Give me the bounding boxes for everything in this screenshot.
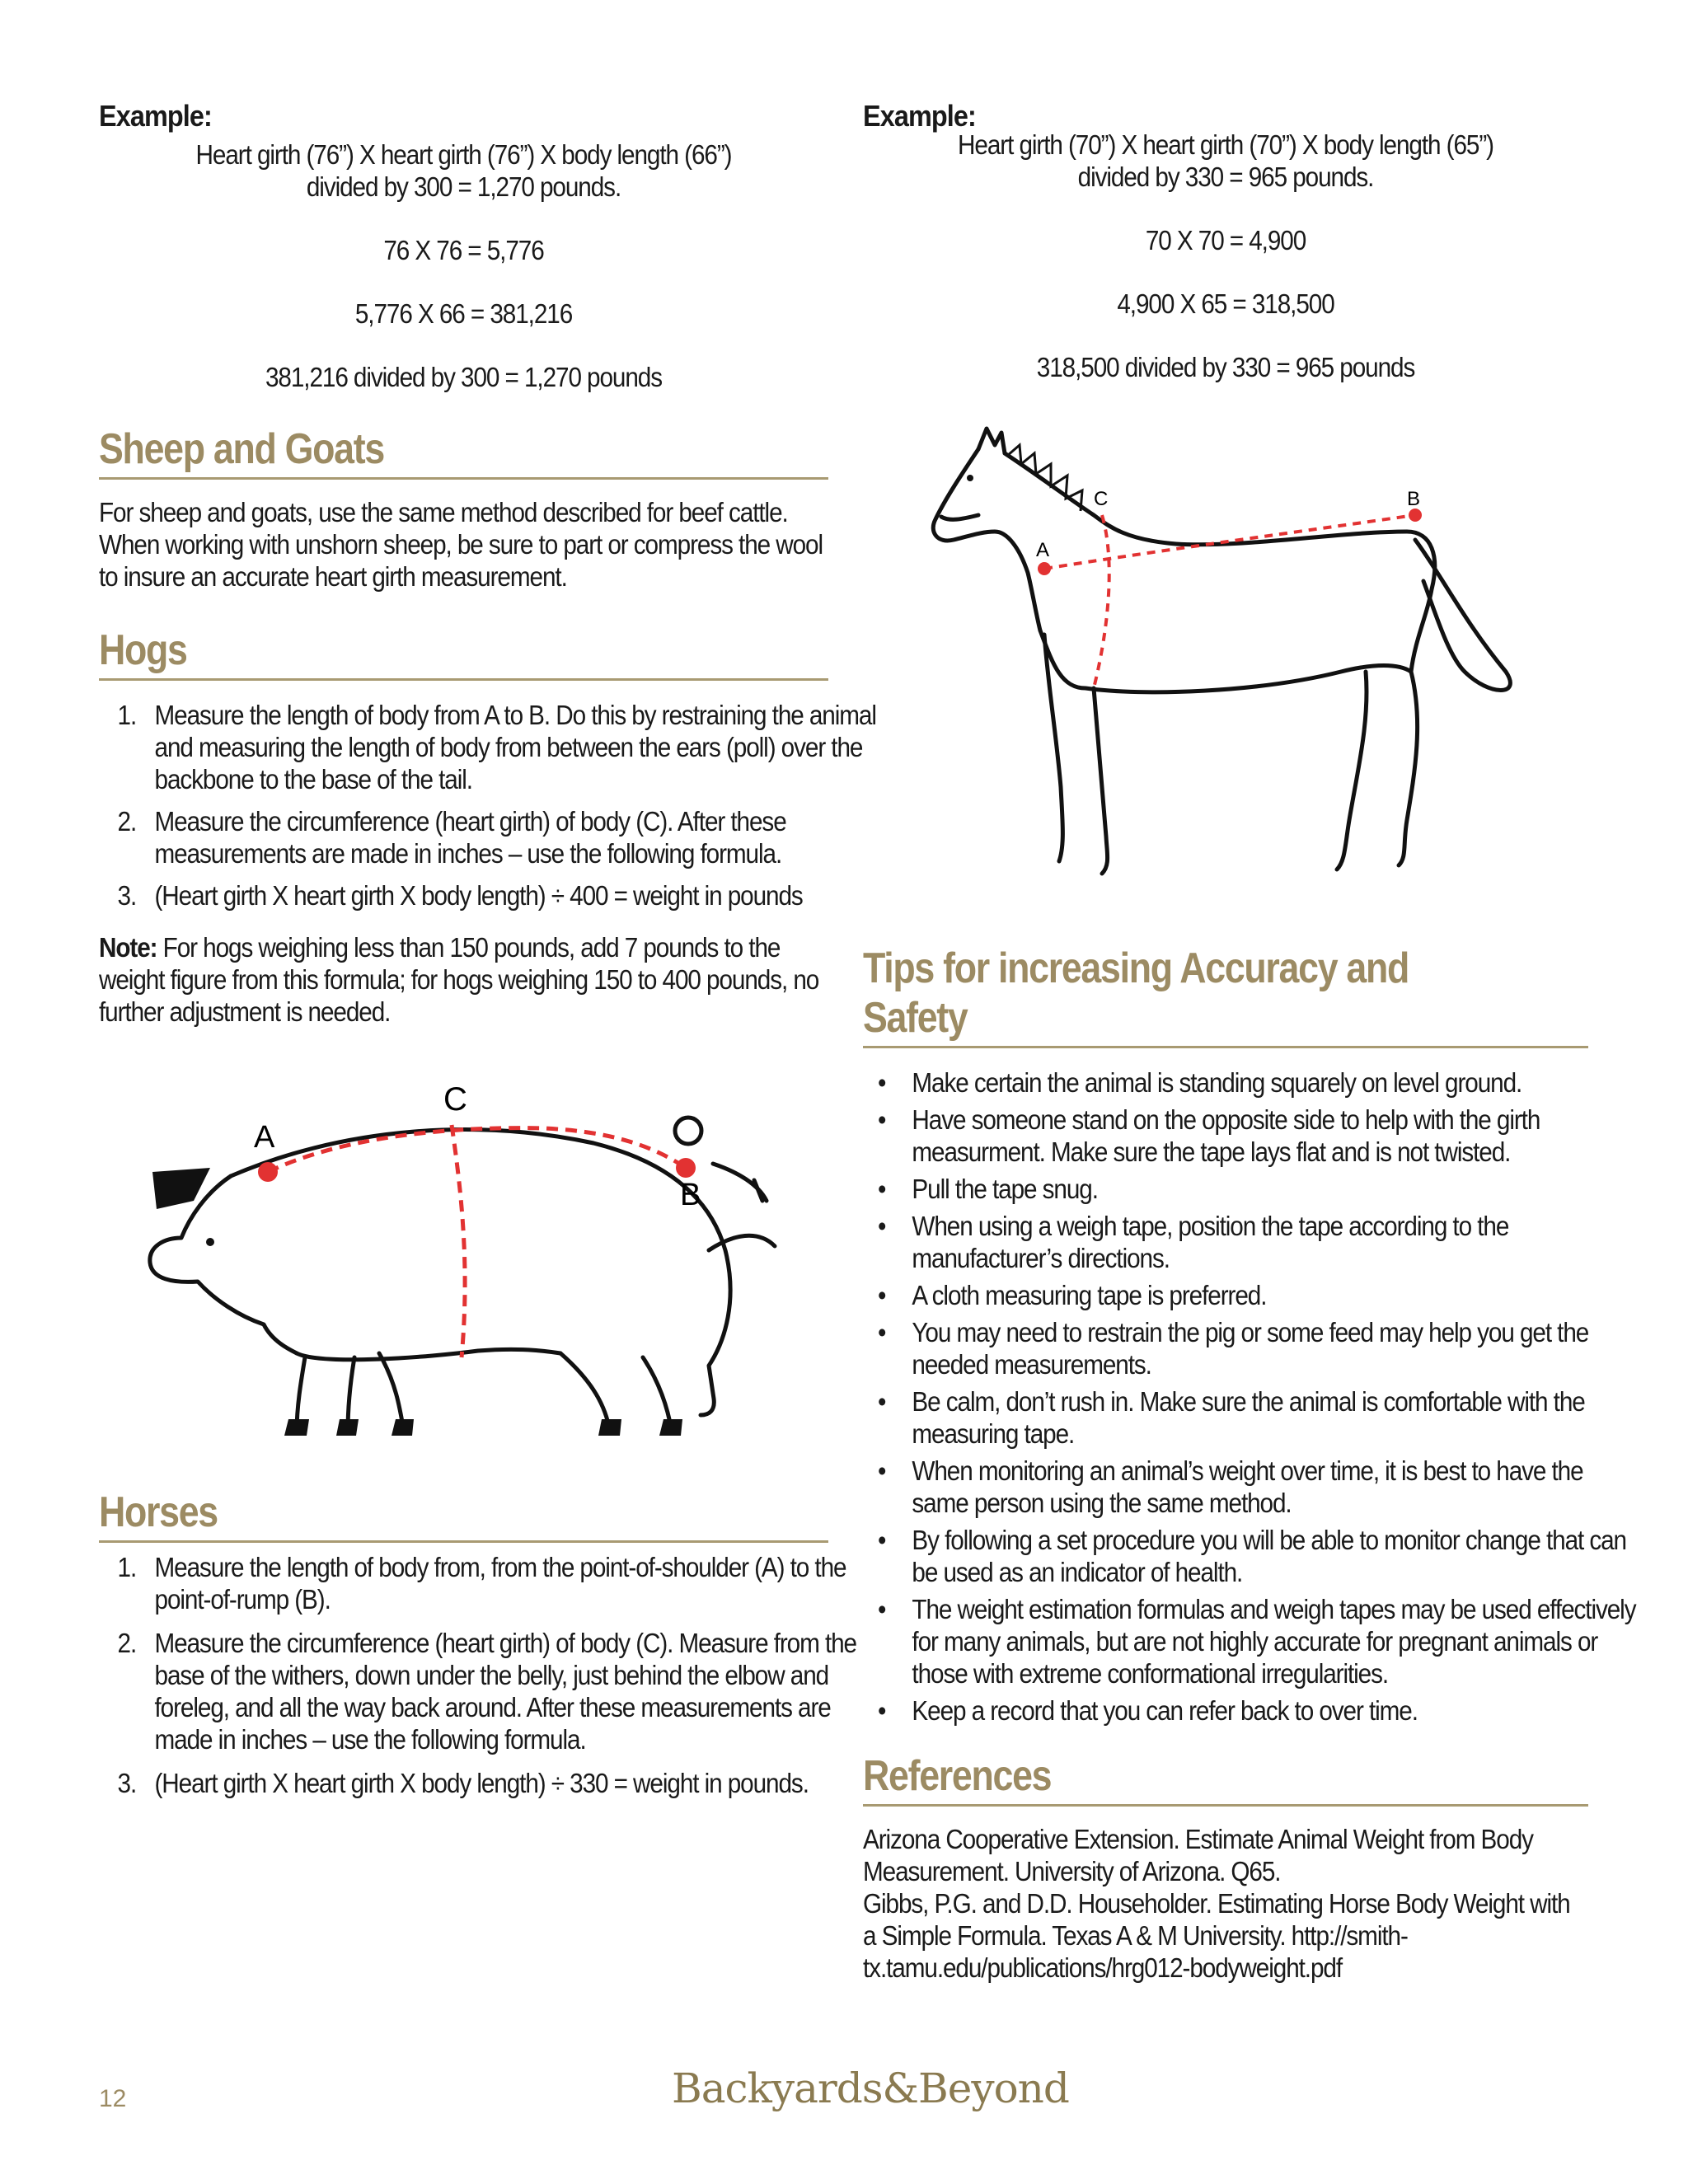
calc-line: 5,776 X 66 = 381,216 [354,298,573,329]
hogs-note: Note: For hogs weighing less than 150 pounds, add 7 pounds to the weight figure from this formula; for hogs weighing 150 to 400 pounds, no further adjustment is needed. [99,932,819,1027]
example-formula [99,138,828,393]
label-c: C [443,1085,467,1118]
list-item: 3. (Heart girth X heart girth X body length) ÷ 330 = weight in pounds. [117,1768,809,1798]
brand-wordmark: Backyards&Beyond [672,2064,1069,2112]
label-b: B [680,1178,701,1212]
pig-back-outline [231,1130,730,1415]
reference-entry: Gibbs, P.G. and D.D. Householder. Estimating Horse Body Weight with a Simple Formula. Texas A & M University. http://smith-tx.tamu.edu/publications/hrg012-bodyweight.pdf [863,1888,1570,1983]
section-heading-references: References [863,1751,1588,1807]
brand-logo [672,2064,1069,2130]
list-item: • When monitoring an animal’s weight over time, it is best to have the same person using the same method. [878,1455,1583,1518]
calc-line: 76 X 76 = 5,776 [383,235,544,265]
list-item: • By following a set procedure you will be able to monitor change that can be used as an indicator of health. [878,1525,1627,1587]
measurement-lines [1044,515,1415,688]
example-line: divided by 300 = 1,270 pounds. [306,171,621,202]
label-b: B [1407,488,1421,510]
note-label: Note: [99,932,157,963]
left-column [99,99,876,1799]
list-item: 3. (Heart girth X heart girth X body length) ÷ 400 = weight in pounds [117,880,803,911]
list-item: 1. Measure the length of body from A to B. Do this by restraining the animal and measuring the length of body from between the ears (poll) over the backbone to the base of the tail. [117,700,876,794]
example-label: Example: [99,99,212,133]
sheep-paragraph: For sheep and goats, use the same method described for beef cattle. When working with unshorn sheep, be sure to part or compress the wool to insure an accurate heart girth measurement. [99,497,823,592]
calc-line: 318,500 divided by 330 = 965 pounds [1036,352,1415,382]
calc-line: 4,900 X 65 = 318,500 [1117,288,1334,319]
horses-steps [99,1551,856,1799]
list-item: 2. Measure the circumference (heart girth) of body (C). Measure from the base of the withers, down under the belly, just behind the elbow and foreleg, and all the way back around. After these measurements are made in inches – use the following formula. [117,1628,856,1755]
tips-list [863,1066,1636,1727]
list-item: • When using a weigh tape, position the tape according to the manufacturer’s directions. [878,1211,1509,1273]
pig-belly-outline [297,1349,560,1359]
horse-ear [978,429,1005,453]
section-heading-hogs: Hogs [99,626,828,681]
reference-entry: Arizona Cooperative Extension. Estimate Animal Weight from Body Measurement. University of Arizona. Q65. [863,1824,1533,1886]
horse-front-leg [1044,635,1062,861]
list-item: • Pull the tape snug. [878,1174,1098,1204]
label-a: A [254,1120,275,1155]
example-line: Heart girth (76”) X heart girth (76”) X body length (66”) [195,139,732,170]
list-item: 2. Measure the circumference (heart girth) of body (C). After these measurements are made in inches – use the following formula. [117,806,786,869]
point-b [676,1158,696,1178]
girth-line-c [452,1125,465,1357]
calc-line: 70 X 70 = 4,900 [1145,225,1306,255]
section-heading-sheep: Sheep and Goats [99,424,828,480]
label-c: C [1094,488,1109,510]
point-b [1409,509,1422,522]
section-heading-horses: Horses [99,1488,828,1543]
section-heading-tips: Tips for increasing Accuracy and Safety [863,944,1588,1048]
right-column [863,99,1636,1984]
measurement-lines [268,1125,686,1357]
calc-line: 381,216 divided by 300 = 1,270 pounds [265,362,663,392]
point-a [258,1162,278,1182]
point-a [1038,562,1051,575]
label-a: A [1036,539,1050,561]
horse-back-outline [1005,453,1435,672]
example-label: Example: [863,99,976,133]
page-number: 12 [99,2085,127,2112]
pig-hooves [152,1168,682,1436]
list-item: • Have someone stand on the opposite side to help with the girth measurment. Make sure the tape lays flat and is not twisted. [878,1104,1540,1167]
horse-head-outline [933,449,1040,630]
horse-diagram [929,424,1555,894]
example-line: Heart girth (70”) X heart girth (70”) X body length (65”) [958,129,1493,160]
list-item: 1. Measure the length of body from, from the point-of-shoulder (A) to the point-of-rump (B). [117,1552,846,1615]
list-item: • Be calm, don’t rush in. Make sure the animal is comfortable with the measuring tape. [878,1386,1585,1449]
pig-diagram [132,1085,841,1448]
list-item: • Keep a record that you can refer back to over time. [878,1695,1418,1726]
list-item: • The weight estimation formulas and weigh tapes may be used effectively for many animals, but are not highly accurate for pregnant animals or those with extreme conformational irregularities. [878,1594,1636,1689]
list-item: • You may need to restrain the pig or some feed may help you get the needed measurements. [878,1317,1589,1380]
girth-line-c [1094,515,1109,688]
list-item: • Make certain the animal is standing squarely on level ground. [878,1067,1522,1098]
example-line: divided by 330 = 965 pounds. [1077,162,1374,192]
example-formula [863,129,1588,383]
list-item: • A cloth measuring tape is preferred. [878,1280,1267,1310]
horse-tail [1415,540,1510,691]
hogs-steps [99,699,876,912]
